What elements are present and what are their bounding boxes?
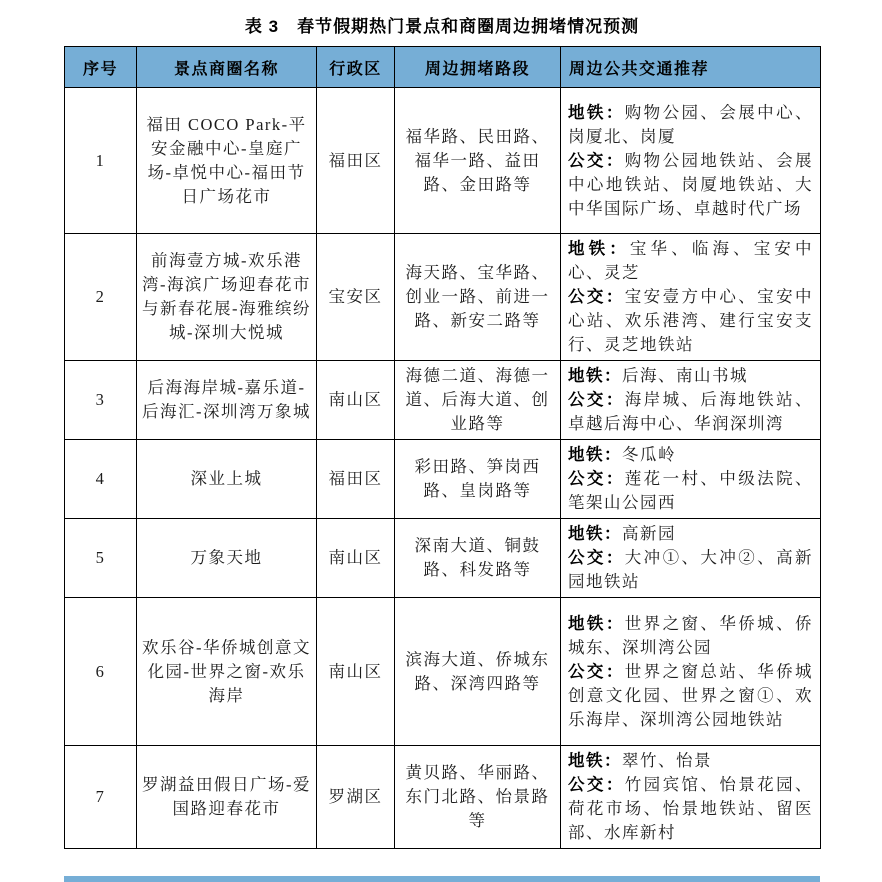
bus-stops: 宝安壹方中心、宝安中心站、欢乐港湾、建行宝安支行、灵芝地铁站 [568, 287, 814, 354]
bus-label: 公交： [568, 470, 625, 488]
bus-label: 公交： [568, 776, 625, 794]
cell-district: 南山区 [317, 361, 395, 440]
cell-transit [561, 361, 821, 440]
metro-label: 地铁： [568, 240, 630, 258]
footer-accent-bar [64, 876, 820, 882]
congestion-forecast-table [64, 46, 821, 849]
metro-line [568, 443, 813, 467]
bus-label: 公交： [568, 391, 625, 409]
col-header-no: 序号 [65, 47, 137, 88]
cell-district: 罗湖区 [317, 746, 395, 849]
col-header-name: 景点商圈名称 [137, 47, 317, 88]
bus-line [568, 467, 813, 515]
cell-district: 南山区 [317, 598, 395, 746]
cell-roads: 深南大道、铜鼓路、科发路等 [395, 519, 561, 598]
cell-roads: 海天路、宝华路、创业一路、前进一路、新安二路等 [395, 234, 561, 361]
metro-label: 地铁： [568, 525, 622, 543]
metro-line [568, 749, 813, 773]
bus-stops: 莲花一村、中级法院、笔架山公园西 [568, 469, 814, 512]
metro-stations: 冬瓜岭 [622, 445, 676, 464]
metro-stations: 世界之窗、华侨城、侨城东、深圳湾公园 [568, 613, 814, 657]
cell-name: 前海壹方城-欢乐港湾-海滨广场迎春花市与新春花展-海雅缤纷城-深圳大悦城 [137, 234, 317, 361]
table-row [65, 440, 821, 519]
cell-roads: 黄贝路、华丽路、东门北路、怡景路等 [395, 746, 561, 849]
metro-label: 地铁： [568, 752, 622, 770]
cell-transit [561, 746, 821, 849]
bus-stops: 大冲①、大冲②、高新园地铁站 [568, 548, 814, 591]
cell-transit [561, 440, 821, 519]
metro-label: 地铁： [568, 103, 625, 122]
cell-no: 7 [65, 746, 137, 849]
bus-line [568, 285, 813, 357]
col-header-transit: 周边公共交通推荐 [561, 47, 821, 88]
cell-transit [561, 88, 821, 234]
table-row [65, 598, 821, 746]
header-row [65, 47, 821, 88]
cell-district: 福田区 [317, 88, 395, 234]
bus-label: 公交： [568, 151, 625, 170]
col-header-district: 行政区 [317, 47, 395, 88]
bus-stops: 海岸城、后海地铁站、卓越后海中心、华润深圳湾 [568, 390, 814, 433]
cell-name: 万象天地 [137, 519, 317, 598]
table-row [65, 88, 821, 234]
cell-transit [561, 519, 821, 598]
bus-label: 公交： [568, 288, 625, 306]
metro-stations: 高新园 [622, 524, 676, 543]
table-title: 表 3 春节假期热门景点和商圈周边拥堵情况预测 [244, 17, 640, 36]
cell-no: 6 [65, 598, 137, 746]
bus-label: 公交： [568, 662, 625, 681]
cell-no: 5 [65, 519, 137, 598]
cell-name: 深业上城 [137, 440, 317, 519]
metro-label: 地铁： [568, 614, 625, 633]
metro-stations: 购物公园、会展中心、岗厦北、岗厦 [568, 102, 814, 146]
cell-district: 宝安区 [317, 234, 395, 361]
col-header-roads: 周边拥堵路段 [395, 47, 561, 88]
bus-line [568, 546, 813, 594]
bus-line [568, 388, 813, 436]
metro-label: 地铁： [568, 446, 622, 464]
cell-no: 1 [65, 88, 137, 234]
metro-stations: 后海、南山书城 [622, 366, 748, 385]
bus-line [568, 660, 813, 732]
cell-name: 欢乐谷-华侨城创意文化园-世界之窗-欢乐海岸 [137, 598, 317, 746]
metro-stations: 翠竹、怡景 [622, 751, 712, 770]
table-row [65, 519, 821, 598]
metro-label: 地铁： [568, 367, 622, 385]
cell-transit [561, 234, 821, 361]
cell-no: 2 [65, 234, 137, 361]
cell-district: 南山区 [317, 519, 395, 598]
metro-line [568, 101, 813, 149]
cell-district: 福田区 [317, 440, 395, 519]
cell-roads: 海德二道、海德一道、后海大道、创业路等 [395, 361, 561, 440]
bus-line [568, 773, 813, 845]
bus-line [568, 149, 813, 221]
metro-line [568, 612, 813, 660]
bus-label: 公交： [568, 549, 625, 567]
cell-roads: 福华路、民田路、福华一路、益田路、金田路等 [395, 88, 561, 234]
metro-line [568, 364, 813, 388]
cell-roads: 滨海大道、侨城东路、深湾四路等 [395, 598, 561, 746]
cell-name: 罗湖益田假日广场-爱国路迎春花市 [137, 746, 317, 849]
cell-no: 3 [65, 361, 137, 440]
cell-no: 4 [65, 440, 137, 519]
bus-stops: 竹园宾馆、怡景花园、荷花市场、怡景地铁站、留医部、水库新村 [568, 775, 814, 842]
table-row [65, 361, 821, 440]
metro-line [568, 522, 813, 546]
cell-name: 福田 COCO Park-平安金融中心-皇庭广场-卓悦中心-福田节日广场花市 [137, 88, 317, 234]
cell-roads: 彩田路、笋岗西路、皇岗路等 [395, 440, 561, 519]
cell-name: 后海海岸城-嘉乐道-后海汇-深圳湾万象城 [137, 361, 317, 440]
cell-transit [561, 598, 821, 746]
metro-line [568, 237, 813, 285]
bus-stops: 世界之窗总站、华侨城创意文化园、世界之窗①、欢乐海岸、深圳湾公园地铁站 [568, 661, 814, 729]
table-row [65, 234, 821, 361]
bus-stops: 购物公园地铁站、会展中心地铁站、岗厦地铁站、大中华国际广场、卓越时代广场 [568, 150, 814, 218]
metro-stations: 宝华、临海、宝安中心、灵芝 [568, 239, 814, 282]
table-row [65, 746, 821, 849]
